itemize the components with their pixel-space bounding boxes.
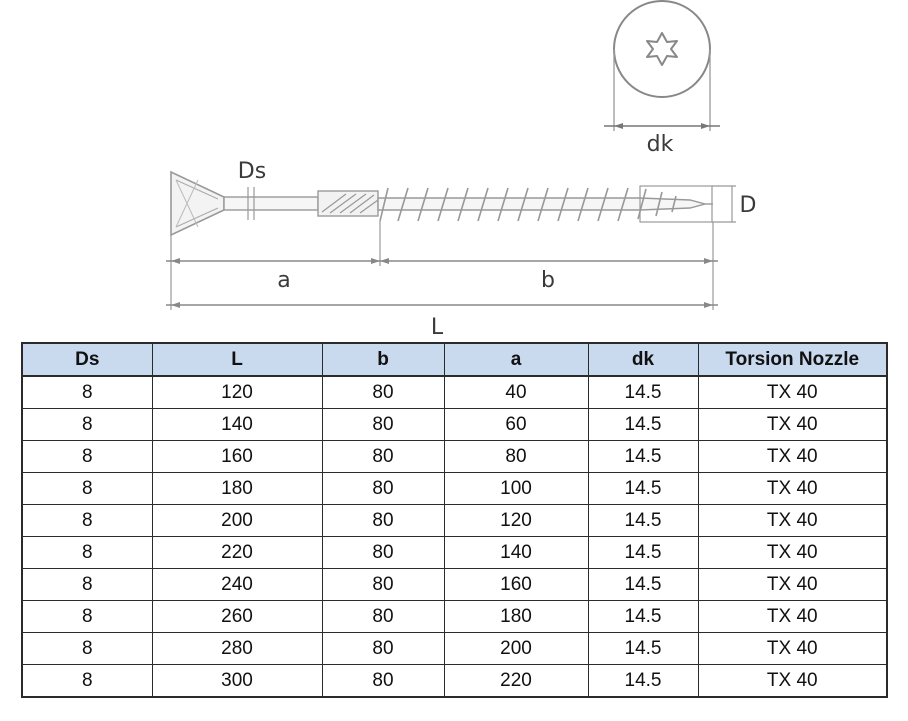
cell-a: 140 — [444, 537, 588, 569]
cell-torsion-nozzle: TX 40 — [698, 633, 887, 665]
header-l: L — [152, 343, 322, 376]
milling-ribs — [318, 191, 378, 216]
cell-torsion-nozzle: TX 40 — [698, 569, 887, 601]
header-ds: Ds — [22, 343, 152, 376]
a-label: a — [277, 268, 291, 293]
cell-a: 120 — [444, 505, 588, 537]
cell-dk: 14.5 — [588, 473, 698, 505]
table-row — [22, 569, 887, 601]
cell-dk: 14.5 — [588, 665, 698, 698]
cell-l: 260 — [152, 601, 322, 633]
table-row — [22, 665, 887, 698]
cell-a: 180 — [444, 601, 588, 633]
cell-torsion-nozzle: TX 40 — [698, 665, 887, 698]
cell-ds: 8 — [22, 473, 152, 505]
cell-dk: 14.5 — [588, 537, 698, 569]
screw-shank — [224, 197, 318, 210]
cell-l: 220 — [152, 537, 322, 569]
head-outer-circle — [614, 1, 710, 97]
table-row — [22, 376, 887, 409]
cell-l: 140 — [152, 409, 322, 441]
cell-torsion-nozzle: TX 40 — [698, 505, 887, 537]
cell-b: 80 — [322, 441, 444, 473]
cell-b: 80 — [322, 569, 444, 601]
cell-torsion-nozzle: TX 40 — [698, 376, 887, 409]
cell-a: 100 — [444, 473, 588, 505]
cell-torsion-nozzle: TX 40 — [698, 441, 887, 473]
cell-ds: 8 — [22, 409, 152, 441]
cell-a: 160 — [444, 569, 588, 601]
cell-dk: 14.5 — [588, 376, 698, 409]
cell-l: 160 — [152, 441, 322, 473]
b-label: b — [541, 268, 555, 293]
cell-torsion-nozzle: TX 40 — [698, 601, 887, 633]
dimensions-table — [21, 342, 888, 698]
table-row — [22, 409, 887, 441]
cell-torsion-nozzle: TX 40 — [698, 473, 887, 505]
cell-ds: 8 — [22, 633, 152, 665]
cell-dk: 14.5 — [588, 633, 698, 665]
cell-a: 220 — [444, 665, 588, 698]
table-body — [22, 376, 887, 697]
cell-l: 180 — [152, 473, 322, 505]
cell-torsion-nozzle: TX 40 — [698, 537, 887, 569]
cell-b: 80 — [322, 473, 444, 505]
cell-a: 80 — [444, 441, 588, 473]
header-b: b — [322, 343, 444, 376]
table-row — [22, 505, 887, 537]
screw-side-view — [166, 159, 756, 340]
cell-b: 80 — [322, 376, 444, 409]
header-torsion-nozzle: Torsion Nozzle — [698, 343, 887, 376]
cell-dk: 14.5 — [588, 601, 698, 633]
cell-b: 80 — [322, 505, 444, 537]
l-label: L — [430, 315, 444, 340]
cell-l: 200 — [152, 505, 322, 537]
cell-b: 80 — [322, 409, 444, 441]
cell-b: 80 — [322, 633, 444, 665]
torx-recess-icon — [647, 33, 677, 65]
cell-ds: 8 — [22, 569, 152, 601]
header-a: a — [444, 343, 588, 376]
cell-ds: 8 — [22, 601, 152, 633]
table-row — [22, 441, 887, 473]
cell-ds: 8 — [22, 505, 152, 537]
cell-dk: 14.5 — [588, 441, 698, 473]
cell-b: 80 — [322, 665, 444, 698]
table-row — [22, 537, 887, 569]
cell-b: 80 — [322, 601, 444, 633]
cell-ds: 8 — [22, 376, 152, 409]
table-header-row — [22, 343, 887, 376]
ds-label: Ds — [237, 159, 267, 184]
screw-head-top-view — [604, 1, 720, 157]
d-label: D — [739, 193, 757, 218]
cell-ds: 8 — [22, 665, 152, 698]
cell-l: 300 — [152, 665, 322, 698]
cell-dk: 14.5 — [588, 505, 698, 537]
table-row — [22, 633, 887, 665]
cell-b: 80 — [322, 537, 444, 569]
table-row — [22, 601, 887, 633]
cell-a: 40 — [444, 376, 588, 409]
table-row — [22, 473, 887, 505]
cell-l: 240 — [152, 569, 322, 601]
header-dk: dk — [588, 343, 698, 376]
dk-label: dk — [646, 132, 674, 157]
cell-a: 200 — [444, 633, 588, 665]
cell-l: 280 — [152, 633, 322, 665]
cell-a: 60 — [444, 409, 588, 441]
cell-torsion-nozzle: TX 40 — [698, 409, 887, 441]
cell-dk: 14.5 — [588, 409, 698, 441]
cell-dk: 14.5 — [588, 569, 698, 601]
screw-technical-drawing — [0, 0, 908, 342]
cell-ds: 8 — [22, 441, 152, 473]
cell-ds: 8 — [22, 537, 152, 569]
cell-l: 120 — [152, 376, 322, 409]
